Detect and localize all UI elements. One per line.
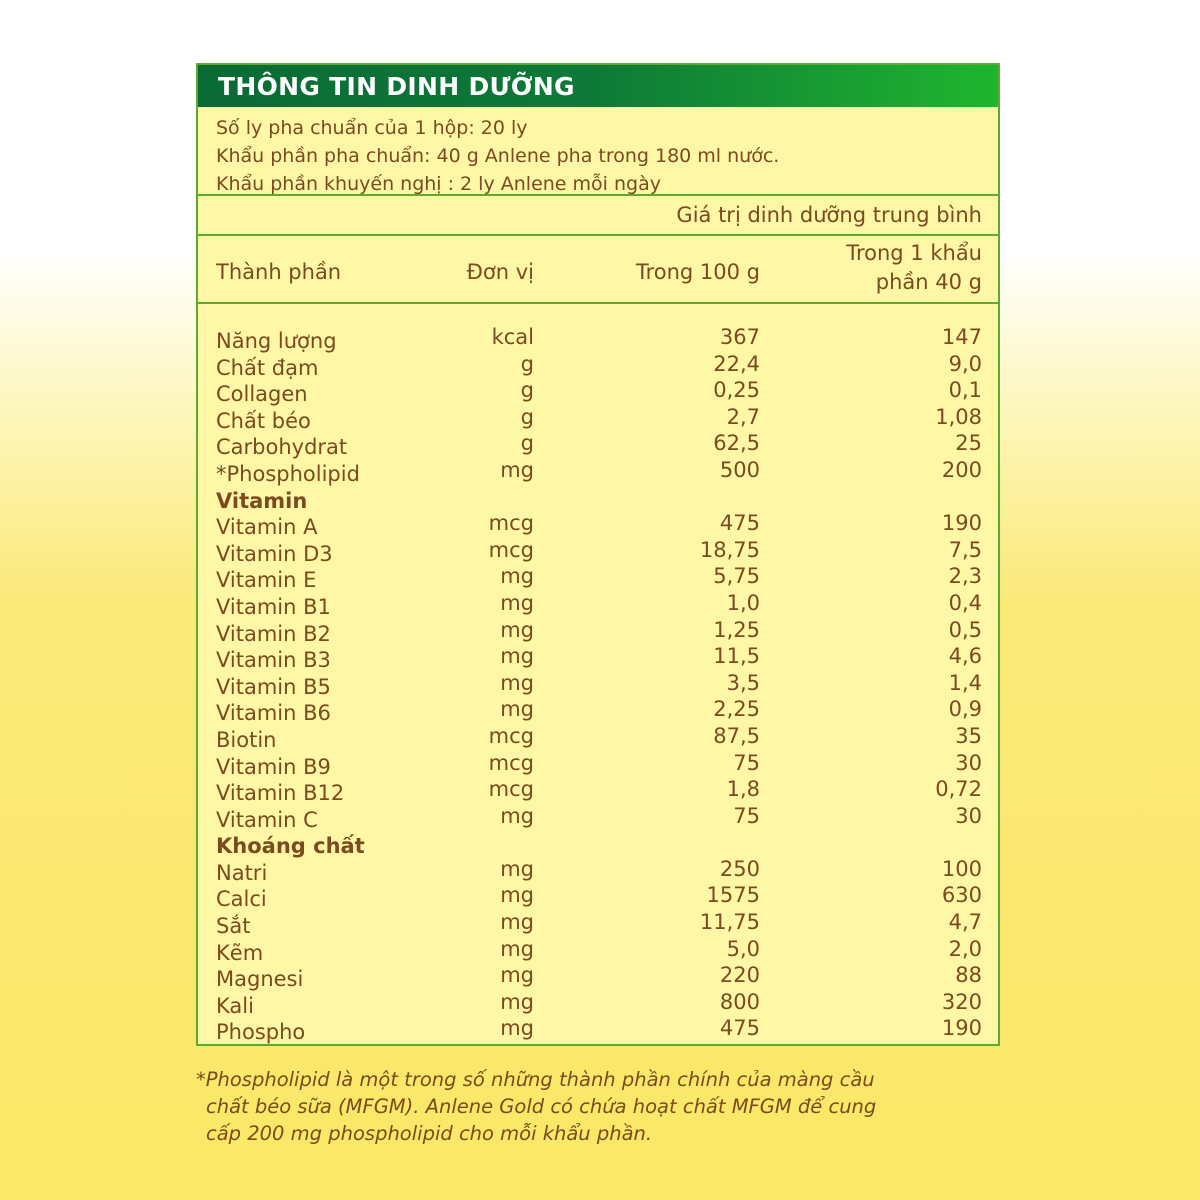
table-row [198,324,998,351]
per-serving-value: 320 [941,989,982,1014]
per-serving-value: 630 [941,883,982,908]
servings-per-box: Số ly pha chuẩn của 1 hộp: 20 ly [216,117,528,139]
per-100g-value: 2,7 [726,404,760,429]
per-100g-value: 22,4 [713,351,760,376]
ingredient-name: Năng lượng [216,329,337,353]
ingredient-name: Vitamin A [216,515,318,540]
table-row [198,989,998,1016]
ingredient-name: Kali [216,993,254,1018]
per-100g-value: 62,5 [713,431,760,456]
table-row [198,510,998,540]
unit-cell: mg [500,590,534,615]
ingredient-name: Carbohydrat [216,435,348,460]
per-serving-value: 88 [955,963,982,988]
per-serving-value: 30 [955,750,982,775]
ingredient-name: Biotin [216,727,277,752]
per-100g-value: 5,0 [726,936,760,961]
per-serving-value: 190 [941,511,982,536]
table-row [198,776,998,806]
per-serving-value: 147 [941,325,982,349]
per-100g-value: 5,75 [713,564,760,589]
unit-cell: g [520,404,534,429]
unit-cell: mg [500,670,534,695]
nutrition-table-body [198,304,998,1045]
panel-header [198,65,998,107]
footnote-line: cấp 200 mg phospholipid cho mỗi khẩu phần. [206,1122,653,1145]
per-serving-value: 35 [955,723,982,748]
ingredient-name: Vitamin B6 [216,701,331,726]
per-serving-value: 25 [955,431,982,456]
unit-cell: mg [500,910,534,935]
ingredient-name: Sắt [216,914,251,939]
column-header-per-100g: Trong 100 g [635,260,760,284]
footnote-line: *Phospholipid là một trong số những thành phần chính của màng cầu [196,1068,875,1091]
per-100g-value: 475 [719,511,760,536]
nutrition-panel [196,63,1000,1046]
per-100g-value: 1,8 [726,777,760,802]
ingredient-name: Chất đạm [216,355,319,380]
unit-cell: mcg [488,777,534,802]
unit-cell: mg [500,989,534,1014]
footnote [196,1066,996,1147]
table-row [198,723,998,750]
ingredient-name: Vitamin B3 [216,648,331,673]
unit-cell: g [520,351,534,376]
per-100g-value: 87,5 [713,723,760,748]
per-serving-value: 2,0 [948,936,982,961]
per-serving-value: 100 [941,856,982,881]
per-serving-value: 0,72 [935,777,982,802]
per-100g-value: 800 [719,989,760,1014]
per-serving-value: 0,5 [948,617,982,642]
table-row [198,590,998,617]
per-serving-line2: phần 40 g [875,270,982,294]
unit-cell: mg [500,803,534,828]
footnote-line: chất béo sữa (MFGM). Anlene Gold có chứa hoạt chất MFGM để cung [206,1095,877,1118]
serving-info [198,107,998,196]
per-100g-value: 11,5 [713,644,760,669]
column-headers [198,236,998,304]
per-serving-value: 1,08 [935,404,982,429]
per-100g-value: 250 [719,856,760,881]
per-serving-value: 0,1 [948,378,982,403]
column-header-unit: Đơn vị [466,260,534,284]
ingredient-name: Vitamin B1 [216,594,331,619]
per-100g-value: 475 [719,1016,760,1041]
unit-cell: g [520,378,534,403]
table-row [198,670,998,697]
per-serving-value: 190 [941,1016,982,1041]
per-100g-value: 18,75 [699,537,760,562]
per-serving-value: 30 [955,803,982,828]
per-serving-value: 4,7 [948,910,982,935]
section-heading-row [198,484,998,511]
per-serving-value: 1,4 [948,670,982,695]
per-100g-value: 1,0 [726,590,760,615]
table-row [198,856,998,883]
ingredient-name: Vitamin C [216,807,318,832]
unit-cell: mg [500,963,534,988]
ingredient-name: Collagen [216,382,308,407]
table-row [198,936,998,963]
table-row [198,803,998,830]
per-100g-value: 1575 [706,883,760,908]
per-serving-value: 0,4 [948,590,982,615]
per-serving-value: 4,6 [948,644,982,669]
per-100g-value: 75 [733,750,760,775]
per-100g-value: 367 [719,325,760,349]
per-serving-value: 2,3 [948,564,982,589]
standard-serving: Khẩu phần pha chuẩn: 40 g Anlene pha trong 180 ml nước. [216,145,780,167]
unit-cell: mg [500,644,534,669]
table-row [198,962,998,992]
ingredient-name: Calci [216,887,267,912]
ingredient-name: Vitamin B2 [216,621,331,646]
ingredient-name: Vitamin B12 [216,781,345,806]
recommended-serving: Khẩu phần khuyến nghị : 2 ly Anlene mỗi ngày [216,173,661,195]
unit-cell: mg [500,1016,534,1041]
table-row [198,909,998,939]
unit-cell: mg [500,564,534,589]
table-row [198,696,998,726]
per-100g-value: 3,5 [726,670,760,695]
per-serving-value: 0,9 [948,697,982,722]
table-row [198,537,998,564]
unit-cell: mg [500,457,534,482]
ingredient-name: *Phospholipid [216,461,360,486]
per-100g-value: 220 [719,963,760,988]
unit-cell: mcg [488,511,534,536]
section-heading: Khoáng chất [216,834,365,859]
table-row [198,351,998,378]
column-header-ingredient: Thành phần [216,260,342,284]
unit-cell: mg [500,936,534,961]
ingredient-name: Vitamin B9 [216,754,331,779]
table-row [198,563,998,593]
unit-cell: mcg [488,750,534,775]
table-row [198,404,998,431]
ingredient-name: Natri [216,860,268,885]
per-100g-value: 75 [733,803,760,828]
unit-cell: mcg [488,723,534,748]
table-row [198,882,998,912]
per-100g-value: 0,25 [713,378,760,403]
table-row [198,430,998,460]
per-serving-line1: Trong 1 khẩu [846,241,982,265]
average-value-heading: Giá trị dinh dưỡng trung bình [198,196,998,236]
ingredient-name: Phospho [216,1020,306,1045]
unit-cell: kcal [491,325,534,349]
per-100g-value: 11,75 [699,910,760,935]
unit-cell: mg [500,617,534,642]
panel-title: THÔNG TIN DINH DƯỠNG [218,71,575,101]
ingredient-name: Magnesi [216,967,304,992]
per-100g-value: 1,25 [713,617,760,642]
section-heading-row [198,829,998,859]
unit-cell: mg [500,697,534,722]
table-row [198,617,998,644]
ingredient-name: Vitamin E [216,568,317,593]
per-serving-value: 7,5 [948,537,982,562]
table-row [198,750,998,777]
table-row [198,377,998,407]
ingredient-name: Vitamin D3 [216,541,333,566]
unit-cell: g [520,431,534,456]
per-serving-value: 200 [941,457,982,482]
unit-cell: mg [500,883,534,908]
column-header-per-serving [846,239,982,297]
unit-cell: mcg [488,537,534,562]
ingredient-name: Vitamin B5 [216,674,331,699]
ingredient-name: Kẽm [216,940,264,965]
table-row [198,643,998,673]
per-100g-value: 2,25 [713,697,760,722]
unit-cell: mg [500,856,534,881]
per-100g-value: 500 [719,457,760,482]
table-row [198,1015,998,1045]
table-row [198,457,998,484]
ingredient-name: Chất béo [216,408,311,433]
per-serving-value: 9,0 [948,351,982,376]
section-heading: Vitamin [216,488,308,513]
